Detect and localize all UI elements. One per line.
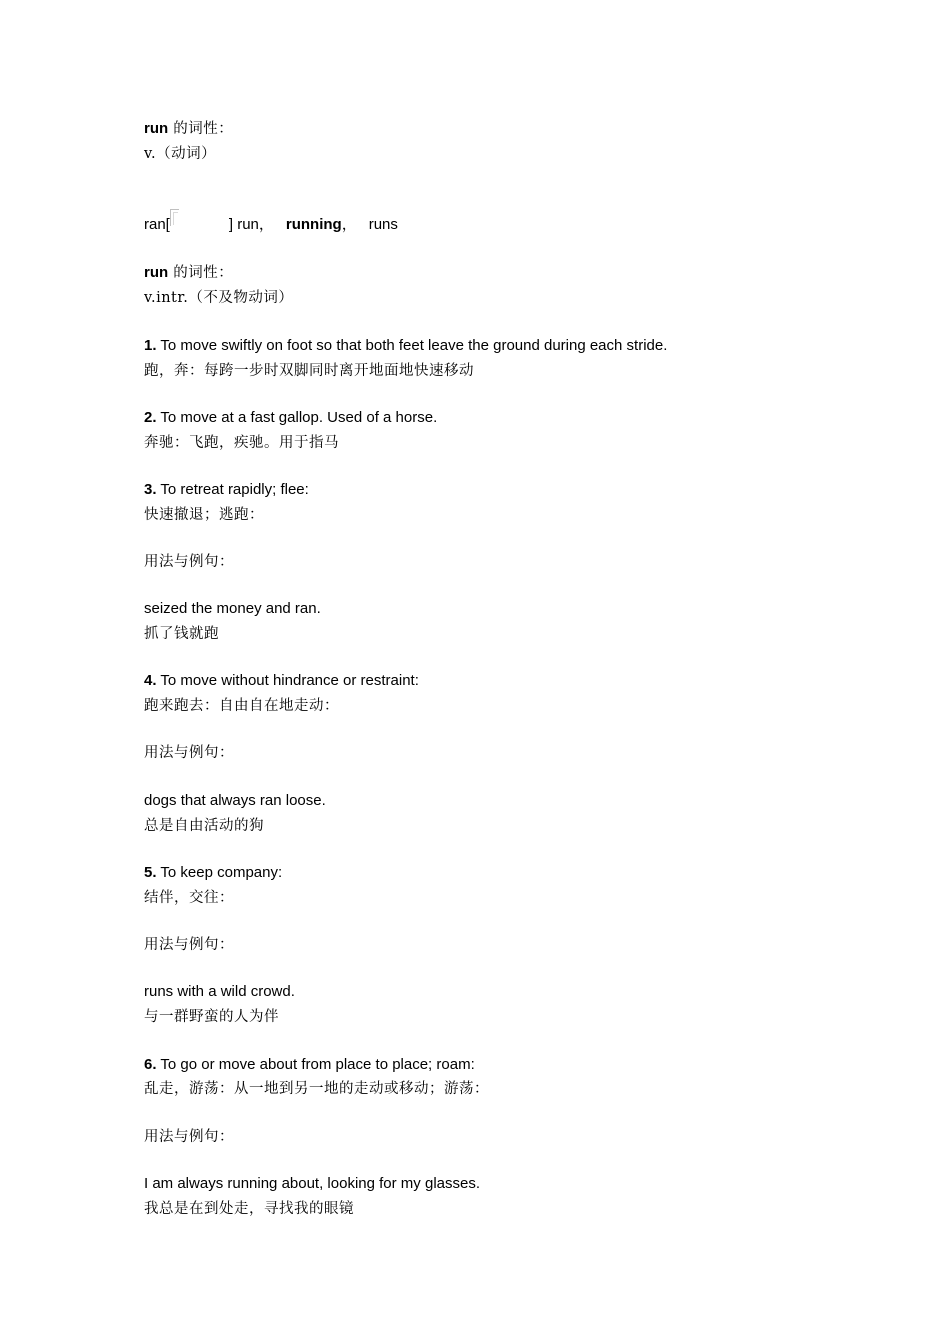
pos-heading-2 (144, 263, 233, 283)
form-run: ] run， (228, 216, 274, 233)
definition-number: 3. (144, 481, 157, 498)
usage-label-5: 用法与例句： (144, 937, 234, 953)
definition-3-cn: 快速撤退；逃跑： (144, 507, 264, 523)
definition-number: 2. (144, 409, 157, 426)
definition-3-en: 3. To retreat rapidly; flee: (144, 481, 309, 498)
usage-label-3: 用法与例句： (144, 554, 234, 570)
example-3-cn: 抓了钱就跑 (144, 626, 219, 642)
example-4-cn: 总是自由活动的狗 (144, 818, 264, 834)
definition-number: 4. (144, 672, 157, 689)
definition-6-en: 6. To go or move about from place to place; roam: (144, 1056, 475, 1073)
definition-number: 6. (144, 1056, 157, 1073)
definition-5-cn: 结伴，交往： (144, 890, 234, 906)
definition-4-cn: 跑来跑去：自由自在地走动： (144, 698, 339, 714)
usage-label-4: 用法与例句： (144, 745, 234, 761)
usage-label-6: 用法与例句： (144, 1129, 234, 1145)
pos-label: 的词性： (168, 265, 234, 281)
pos-heading-1 (144, 119, 233, 139)
example-5-en: runs with a wild crowd. (144, 983, 295, 1000)
definition-2-cn: 奔驰：飞跑，疾驰。用于指马 (144, 435, 339, 451)
pos-value-1: v.（动词） (144, 146, 217, 162)
pos-value-2: v.intr.（不及物动词） (144, 290, 294, 306)
example-6-cn: 我总是在到处走，寻找我的眼镜 (144, 1201, 354, 1217)
example-3-en: seized the money and ran. (144, 600, 321, 617)
definition-number: 5. (144, 864, 157, 881)
definition-number: 1. (144, 337, 157, 354)
form-running: running (285, 216, 342, 233)
example-4-en: dogs that always ran loose. (144, 792, 326, 809)
example-6-en: I am always running about, looking for my glasses. (144, 1175, 480, 1192)
definition-4-en: 4. To move without hindrance or restraint: (144, 672, 419, 689)
definition-1-cn: 跑，奔：每跨一步时双脚同时离开地面地快速移动 (144, 363, 474, 379)
definition-1-en: 1. To move swiftly on foot so that both feet leave the ground during each stride. (144, 337, 668, 354)
form-ran: ran[ (144, 216, 170, 233)
pos-label: 的词性： (168, 121, 234, 137)
headword: run (144, 120, 169, 137)
inflected-forms: ran[ ] run， running， runs (144, 215, 398, 235)
headword: run (144, 264, 169, 281)
example-5-cn: 与一群野蛮的人为伴 (144, 1009, 279, 1025)
form-runs: runs (368, 216, 398, 233)
definition-2-en: 2. To move at a fast gallop. Used of a horse. (144, 409, 438, 426)
definition-6-cn: 乱走，游荡：从一地到另一地的走动或移动；游荡： (144, 1081, 489, 1097)
definition-5-en: 5. To keep company: (144, 864, 283, 881)
phonetic-image-placeholder (170, 209, 179, 226)
